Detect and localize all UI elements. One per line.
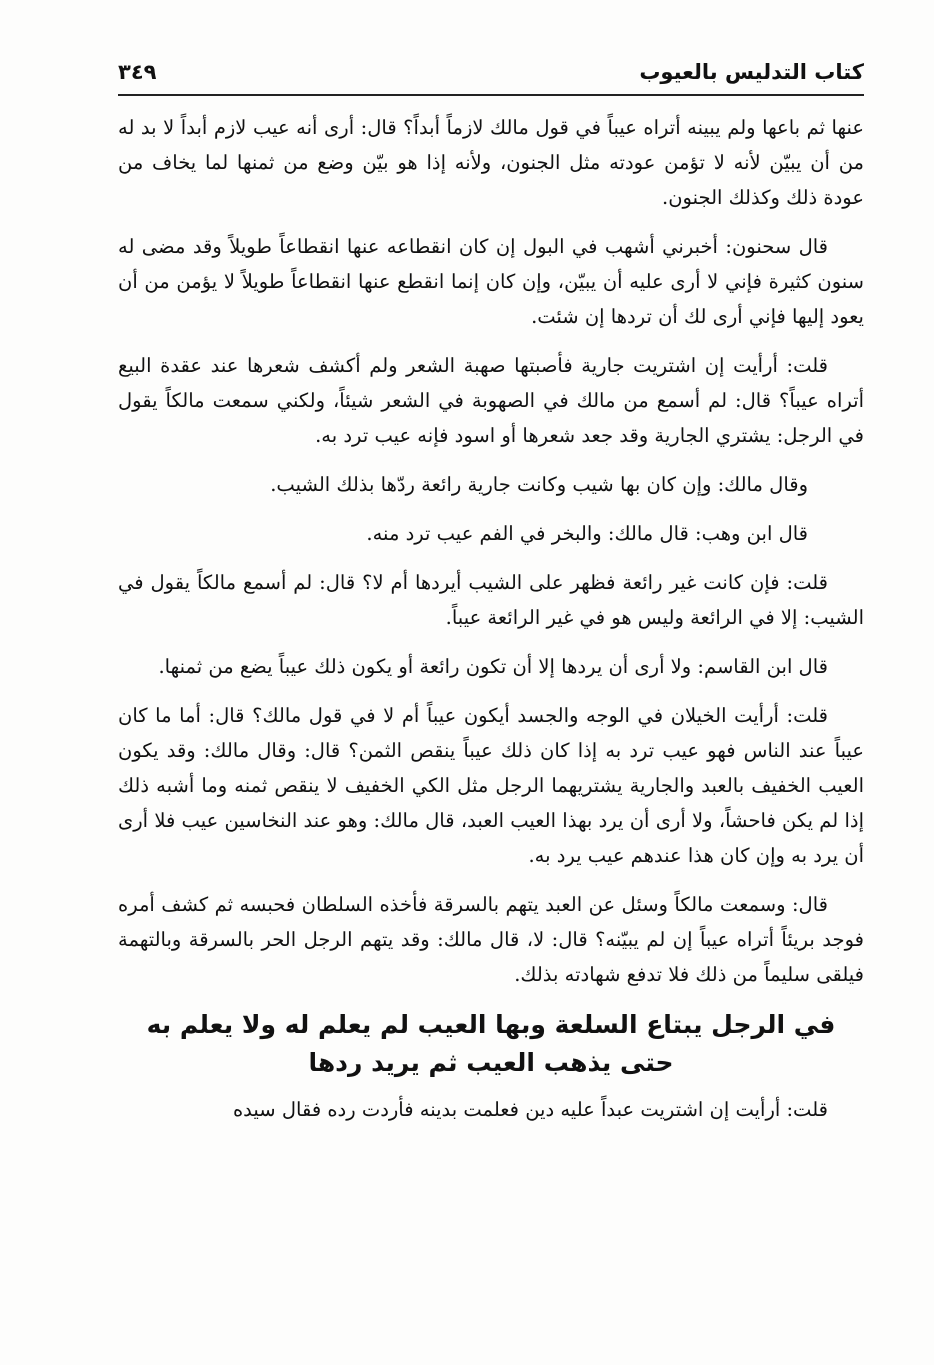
paragraph-1: عنها ثم باعها ولم يبينه أتراه عيباً في قول مالك لازماً أبداً؟ قال: أرى أنه عيب لازم أبداً لا بد له من أن يبيّن لأنه لا تؤمن عودته مثل الجنون، ولأنه إذا هو بيّن وضع من ثمنها لما يخاف من عودة ذلك وكذلك الجنون. (118, 116, 864, 209)
paragraph-3: قلت: أرأيت إن اشتريت جارية فأصبتها صهبة الشعر ولم أكشف شعرها عند عقدة البيع أتراه عيباً؟ قال: لم أسمع من مالك في الصهوبة في الشعر شيئاً، ولكني سمعت مالكاً يقول في الرجل: يشتري الجارية وقد جعد شعرها أو اسود فإنه عيب ترد به. (118, 354, 864, 447)
paragraph-7: قال ابن القاسم: ولا أرى أن يردها إلا أن تكون رائعة أو يكون ذلك عيباً يضع من ثمنها. (158, 655, 828, 678)
section-heading (118, 1006, 864, 1082)
paragraph-9: قال: وسمعت مالكاً وسئل عن العبد يتهم بالسرقة فأخذه السلطان فحبسه ثم كشف أمره فوجد بريئاً أتراه عيباً إن لم يبيّنه؟ قال: لا، قال مالك: وقد يتهم الرجل الحر بالسرقة وبالتهمة فيلقى سليماً من ذلك فلا تدفع شهادته بذلك. (118, 893, 864, 986)
paragraph-8: قلت: أرأيت الخيلان في الوجه والجسد أيكون عيباً أم لا في قول مالك؟ قال: أما ما كان عيباً عند الناس فهو عيب ترد به إذا كان ذلك عيباً ينقص الثمن؟ قال: وقال مالك: وقد يكون العيب الخفيف بالعبد والجارية يشتريهما الرجل مثل الكي الخفيف لا ينقص ثمنه وما أشبه ذلك إذا لم يكن فاحشاً، ولا أرى أن يرد بهذا العيب العبد، قال مالك: وهو عند النخاسين عيب فلا أرى أن يرد به وإن كان هذا عندهم عيب يرد به. (118, 704, 864, 867)
paragraph-4: وقال مالك: وإن كان بها شيب وكانت جارية رائعة ردّها بذلك الشيب. (270, 473, 808, 496)
header-title: كتاب التدليس بالعيوب (639, 60, 864, 84)
running-header (118, 58, 864, 94)
paragraph-5: قال ابن وهب: قال مالك: والبخر في الفم عيب ترد منه. (366, 522, 808, 545)
paragraph-last: قلت: أرأيت إن اشتريت عبداً عليه دين فعلمت بدينه فأردت رده فقال سيده (232, 1098, 828, 1121)
section-heading-line-2: حتى يذهب العيب ثم يريد ردها (308, 1048, 674, 1077)
header-rule (118, 94, 864, 96)
paragraph-6: قلت: فإن كانت غير رائعة فظهر على الشيب أيردها أم لا؟ قال: لم أسمع مالكاً يقول في الشيب: إلا في الرائعة وليس هو في غير الرائعة عيباً. (118, 571, 864, 629)
page-number: ٣٤٩ (118, 60, 157, 84)
page-body (118, 110, 864, 1127)
paragraph-2: قال سحنون: أخبرني أشهب في البول إن كان انقطاعه عنها انقطاعاً طويلاً وقد مضى له سنون كثيرة فإني لا أرى عليه أن يبيّن، وإن كان إنما انقطع عنها انقطاعاً طويلاً لا يؤمن من أن يعود إليها فإني أرى لك أن تردها إن شئت. (118, 235, 864, 328)
section-heading-line-1: في الرجل يبتاع السلعة وبها العيب لم يعلم له ولا يعلم به (146, 1010, 836, 1039)
